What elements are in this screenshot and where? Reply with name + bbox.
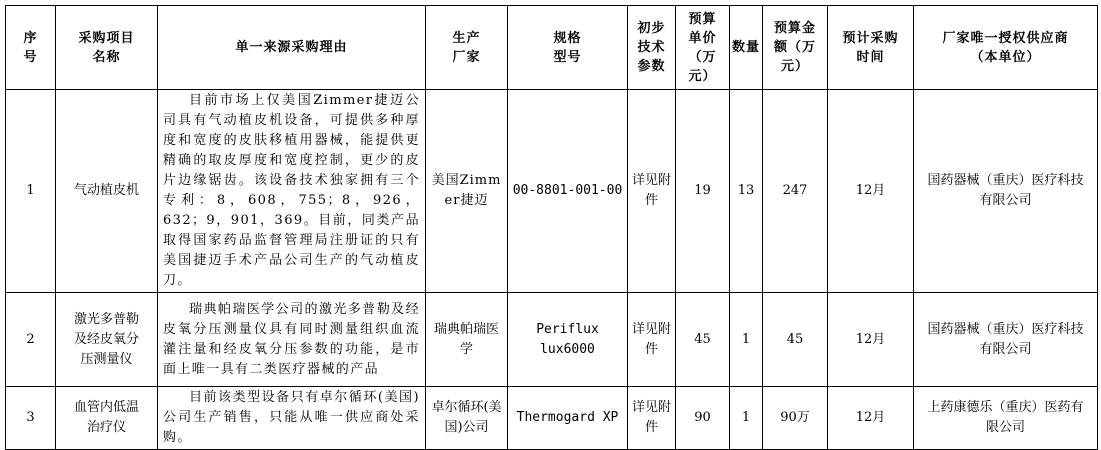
- header-reason: 单一来源采购理由: [158, 6, 426, 90]
- cell-qty: 1: [730, 293, 763, 387]
- cell-model: 00-8801-001-00: [508, 90, 628, 293]
- cell-time: 12月: [828, 90, 914, 293]
- header-model: 规格型号: [508, 6, 628, 90]
- cell-reason: 目前市场上仅美国Zimmer捷迈公司具有气动植皮机设备，可提供多种厚度和宽度的皮肤移植用器械，能提供更精确的取皮厚度和宽度控制，更少的皮片边缘锯齿。该设备技术独家拥有三个专利：8，608，755；8，926，632；9，901，369。目前，同类产品取得国家药品监督管理局注册证的只有美国捷迈手术产品公司生产的气动植皮刀。: [158, 90, 426, 293]
- cell-total: 45: [763, 293, 828, 387]
- header-item-name: 采购项目名称: [56, 6, 158, 90]
- cell-total: 90万: [763, 387, 828, 450]
- header-time: 预计采购时间: [828, 6, 914, 90]
- procurement-table: [5, 5, 1098, 450]
- table-row: [6, 387, 1098, 450]
- header-unit-price: 预算单价（万元）: [676, 6, 730, 90]
- cell-item-name: 气动植皮机: [56, 90, 158, 293]
- header-total: 预算金额（万元）: [763, 6, 828, 90]
- header-qty: 数量: [730, 6, 763, 90]
- cell-qty: 13: [730, 90, 763, 293]
- cell-params: 详见附件: [628, 293, 676, 387]
- cell-time: 12月: [828, 293, 914, 387]
- cell-item-name: 血管内低温治疗仪: [56, 387, 158, 450]
- cell-supplier: 国药器械（重庆）医疗科技有限公司: [914, 90, 1098, 293]
- cell-seq: 2: [6, 293, 56, 387]
- cell-supplier: 上药康德乐（重庆）医药有限公司: [914, 387, 1098, 450]
- cell-maker: 美国Zimmer捷迈: [426, 90, 508, 293]
- header-seq: 序号: [6, 6, 56, 90]
- cell-unit-price: 45: [676, 293, 730, 387]
- header-params: 初步技术参数: [628, 6, 676, 90]
- procurement-table-wrapper: [5, 5, 1098, 450]
- cell-time: 12月: [828, 387, 914, 450]
- cell-params: 详见附件: [628, 387, 676, 450]
- table-row: [6, 90, 1098, 293]
- cell-seq: 1: [6, 90, 56, 293]
- cell-model: Periflux lux6000: [508, 293, 628, 387]
- header-maker: 生产厂家: [426, 6, 508, 90]
- cell-qty: 1: [730, 387, 763, 450]
- cell-total: 247: [763, 90, 828, 293]
- cell-maker: 卓尔循环(美国)公司: [426, 387, 508, 450]
- header-row: [6, 6, 1098, 90]
- cell-model: Thermogard XP: [508, 387, 628, 450]
- cell-reason: 瑞典帕瑞医学公司的激光多普勒及经皮氧分压测量仪具有同时测量组织血流灌注量和经皮氧分压参数的功能，是市面上唯一具有二类医疗器械的产品: [158, 293, 426, 387]
- cell-unit-price: 90: [676, 387, 730, 450]
- header-supplier: 厂家唯一授权供应商（本单位）: [914, 6, 1098, 90]
- cell-item-name: 激光多普勒及经皮氧分压测量仪: [56, 293, 158, 387]
- cell-params: 详见附件: [628, 90, 676, 293]
- cell-maker: 瑞典帕瑞医学: [426, 293, 508, 387]
- cell-seq: 3: [6, 387, 56, 450]
- cell-reason: 目前该类型设备只有卓尔循环(美国)公司生产销售，只能从唯一供应商处采购。: [158, 387, 426, 450]
- table-row: [6, 293, 1098, 387]
- cell-unit-price: 19: [676, 90, 730, 293]
- cell-supplier: 国药器械（重庆）医疗科技有限公司: [914, 293, 1098, 387]
